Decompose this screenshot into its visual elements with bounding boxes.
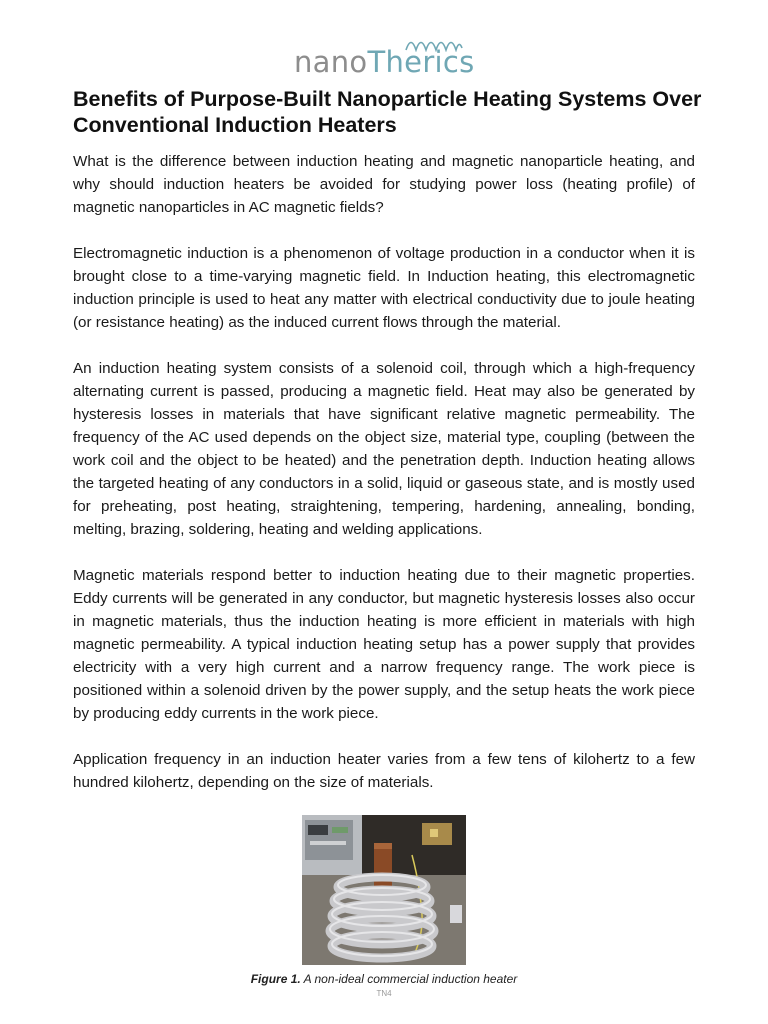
paragraph-1: What is the difference between induction heating and magnetic nanoparticle heating, and why should induction heaters be avoided for studying power loss (heating profile) of magnetic nanoparticles in AC magnetic fields? xyxy=(73,153,695,216)
document-body xyxy=(73,150,695,817)
page-title: Benefits of Purpose-Built Nanoparticle Heating Systems Over Conventional Induction Heaters xyxy=(73,87,702,137)
logo-text-nano: nano xyxy=(294,45,368,79)
logo-container xyxy=(294,34,474,78)
induction-heater-illustration xyxy=(302,815,466,965)
paragraph-2: Electromagnetic induction is a phenomenon of voltage production in a conductor when it is brought close to a time-varying magnetic field. In Induction heating, this electromagnetic induction principle is used to heat any matter with electrical conductivity due to joule heating (or resistance heating) as the induced current flows through the material. xyxy=(73,245,695,331)
figure-label: Figure 1. xyxy=(250,972,301,986)
figure-caption-text: A non-ideal commercial induction heater xyxy=(300,972,518,986)
figure-caption xyxy=(0,972,768,986)
logo xyxy=(0,34,768,78)
paragraph-5: Application frequency in an induction heater varies from a few tens of kilohertz to a few hundred kilohertz, depending on the size of materials. xyxy=(73,751,695,791)
figure-induction-heater-photo xyxy=(302,815,466,965)
paragraph-4: Magnetic materials respond better to induction heating due to their magnetic properties. Eddy currents will be generated in any conductor, but magnetic hysteresis losses also occur in magnetic materials, thus the induction heating is more efficient in materials with high magnetic permeability. A typical induction heating setup has a power supply that provides electricity with a very high current and a narrow frequency range. The work piece is positioned within a solenoid driven by the power supply, and the setup heats the work piece by producing eddy currents in the work piece. xyxy=(73,567,695,722)
logo-text-therics: Therics xyxy=(367,45,475,79)
logo-text xyxy=(294,46,475,78)
page-footer: TN4 xyxy=(376,989,392,998)
paragraph-3: An induction heating system consists of a solenoid coil, through which a high-frequency alternating current is passed, producing a magnetic field. Heat may also be generated by hysteresis losses in materials that have significant relative magnetic permeability. The frequency of the AC used depends on the object size, material type, coupling (between the work coil and the object to be heated) and the penetration depth. Induction heating allows the targeted heating of any conductors in a solid, liquid or gaseous state, and is mostly used for preheating, post heating, straightening, tempering, hardening, annealing, bonding, melting, brazing, soldering, heating and welding applications. xyxy=(73,360,695,538)
